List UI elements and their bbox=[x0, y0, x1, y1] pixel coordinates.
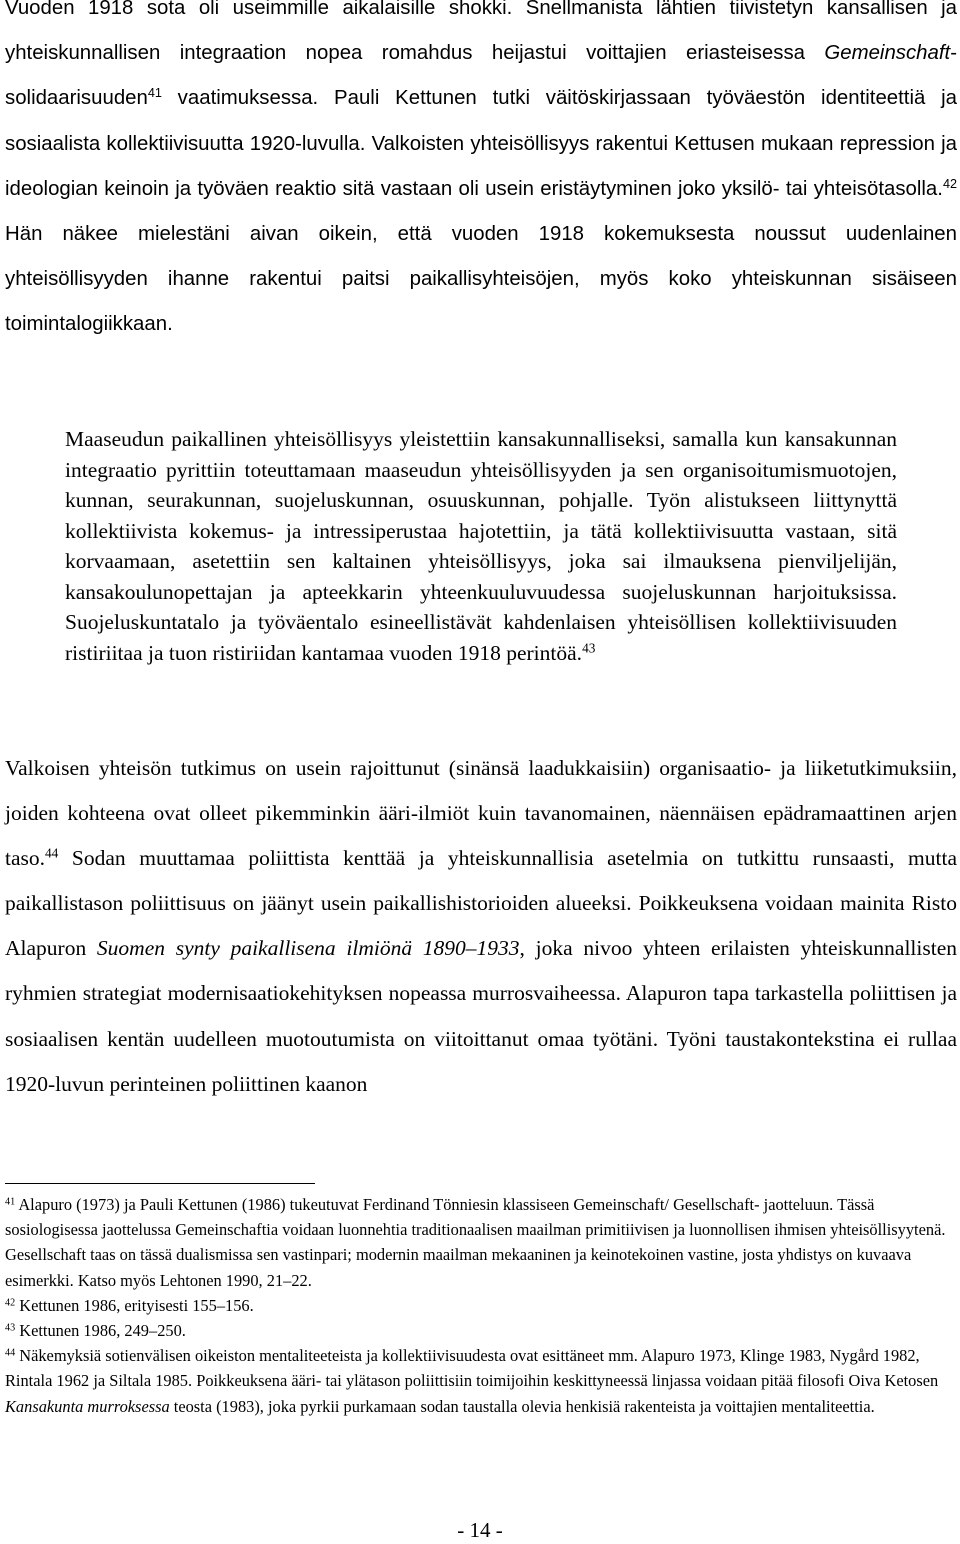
page-number: - 14 - bbox=[457, 1518, 503, 1542]
footnote-separator bbox=[5, 1183, 315, 1184]
footnote-43: $^{43}$ Kettunen 1986, 249–250. bbox=[5, 1321, 186, 1341]
footnote-ref-43: 43 bbox=[582, 640, 596, 656]
body-paragraph-2: Valkoisen yhteisön tutkimus on usein rajoittunut (sinänsä laadukkaisiin) organisaatio- ja liiketutkimuksiin, joiden kohteena ovat olleet pikemminkin ääri-ilmiöt kuin tavanomainen, näennäisen epädramaattinen arjen taso.$^{44}$ Sodan muuttamaa poliittista kenttää ja yhteiskunnallisia asetelmia on tutkittu runsaasti, mutta paikallistason poliittisuus on jäänyt usein paikallishistorioiden alueeksi. Poikkeuksena voidaan mainita Risto Alapuron Suomen synty paikallisena ilmiönä 1890–1933, joka nivoo yhteen erilaisten yhteiskunnallisten ryhmien strategiat modernisaatiokehityksen nopeassa murrosvaiheessa. Alapuron tapa tarkastella poliittisen ja sosiaalisen kentän uudelleen muotoutumista on viitoittanut omaa työtäni. Työni taustakontekstina ei rullaa 1920-luvun perinteinen poliittinen kaanon bbox=[5, 756, 958, 1096]
footnote-ref-42: 42 bbox=[942, 176, 957, 191]
footnote-ref-44: 44 bbox=[45, 845, 59, 861]
paragraph-1-opening: Vuoden 1918 sota oli useimmille aikalaisille shokki. Snellmanista lähtien tiivistetyn kansallisen ja yhteiskunnallisen integraation nopea romahdus heijastui voittajien eriasteisessa Gemeinschaft-solidaarisuuden$^{41}$ vaatimuksessa. Pauli Kettunen tutki väitöskirjassaan työväestön identiteettiä ja sosiaalista kollektiivisuutta 1920-luvulla. Valkoisten yhteisöllisyys rakentui Kettusen mukaan repression ja ideologian keinoin ja työväen reaktio sitä vastaan oli usein eristäytyminen joko yksilö- tai yhteisötasolla.$^{42}$ Hän näkee mielestäni aivan oikein, että vuoden 1918 kokemuksesta noussut uudenlainen yhteisöllisyyden ihanne rakentui paitsi paikallisyhteisöjen, myös koko yhteiskunnan sisäiseen toimintalogiikkaan. bbox=[5, 0, 957, 336]
footnote-42: $^{42}$ Kettunen 1986, erityisesti 155–156. bbox=[5, 1295, 254, 1315]
footnote-ref-41: 41 bbox=[147, 86, 162, 101]
body-paragraph-1 bbox=[5, 0, 957, 348]
book-title-kansakunta-murroksessa: Kansakunta murroksessa bbox=[5, 1396, 170, 1416]
footnote-44: $^{44}$ Näkemyksiä sotienvälisen oikeiston mentaliteeteista ja kollektiivisuudesta ovat esittäneet mm. Alapuro 1973, Klinge 1983, Nygård 1982, Rintala 1962 ja Siltala 1985. Poikkeuksena ääri- tai ylätason poliittisiin toimijoihin keskittyneessä linjassa voidaan pitää filosofi Oiva Ketosen Kansakunta murroksessa teosta (1983), joka pyrkii purkamaan sodan taustalla olevia henkisiä rakenteista ja voittajien mentaliteettia. bbox=[5, 1346, 939, 1416]
footnotes bbox=[5, 1192, 957, 1419]
footnote-41: $^{41}$ Alapuro (1973) ja Pauli Kettunen (1986) tukeutuvat Ferdinand Tönniesin klassiseen Gemeinschaft/ Gesellschaft- jaotteluun. Tässä sosiologisessa jaottelussa Gemeinschaftia voidaan luonnehtia traditionaalisen maailman primitiivisen ja luonnollisen ihmisen yhteisöllisyytenä. Gesellschaft taas on tässä dualismissa sen vastinpari; modernin maailman mekaaninen ja keinotekoinen vastine, josta yhdistys on kuvaava esimerkki. Katso myös Lehtonen 1990, 21–22. bbox=[5, 1195, 946, 1290]
block-quote: Maaseudun paikallinen yhteisöllisyys yleistettiin kansakunnalliseksi, samalla kun kansakunnan integraatio pyrittiin toteuttamaan maaseudun yhteisöllisyyden ja sen organisoitumismuotojen, kunnan, seurakunnan, suojeluskunnan, osuuskunnan, pohjalle. Työn alistukseen liittynyttä kollektiivista kokemus- ja intressiperustaa hajotettiin, ja tätä kollektiivisuutta vastaan, sitä korvaamaan, asetettiin sen kaltainen yhteisöllisyys, joka sai ilmauksena pienviljelijän, kansakoulunopettajan ja apteekkarin yhteenkuuluvuudessa suojeluskunnan harjoituksissa. Suojeluskuntatalo ja työväentalo esineellistävät kahdenlaisen yhteisöllisen kollektiivisuuden ristiriitaa ja tuon ristiriidan kantamaa vuoden 1918 perintöä.$^{43}$ bbox=[65, 427, 897, 665]
book-title-suomen-synty: Suomen synty paikallisena ilmiönä 1890–1933 bbox=[96, 936, 520, 961]
term-gemeinschaft: Gemeinschaft bbox=[824, 42, 951, 65]
